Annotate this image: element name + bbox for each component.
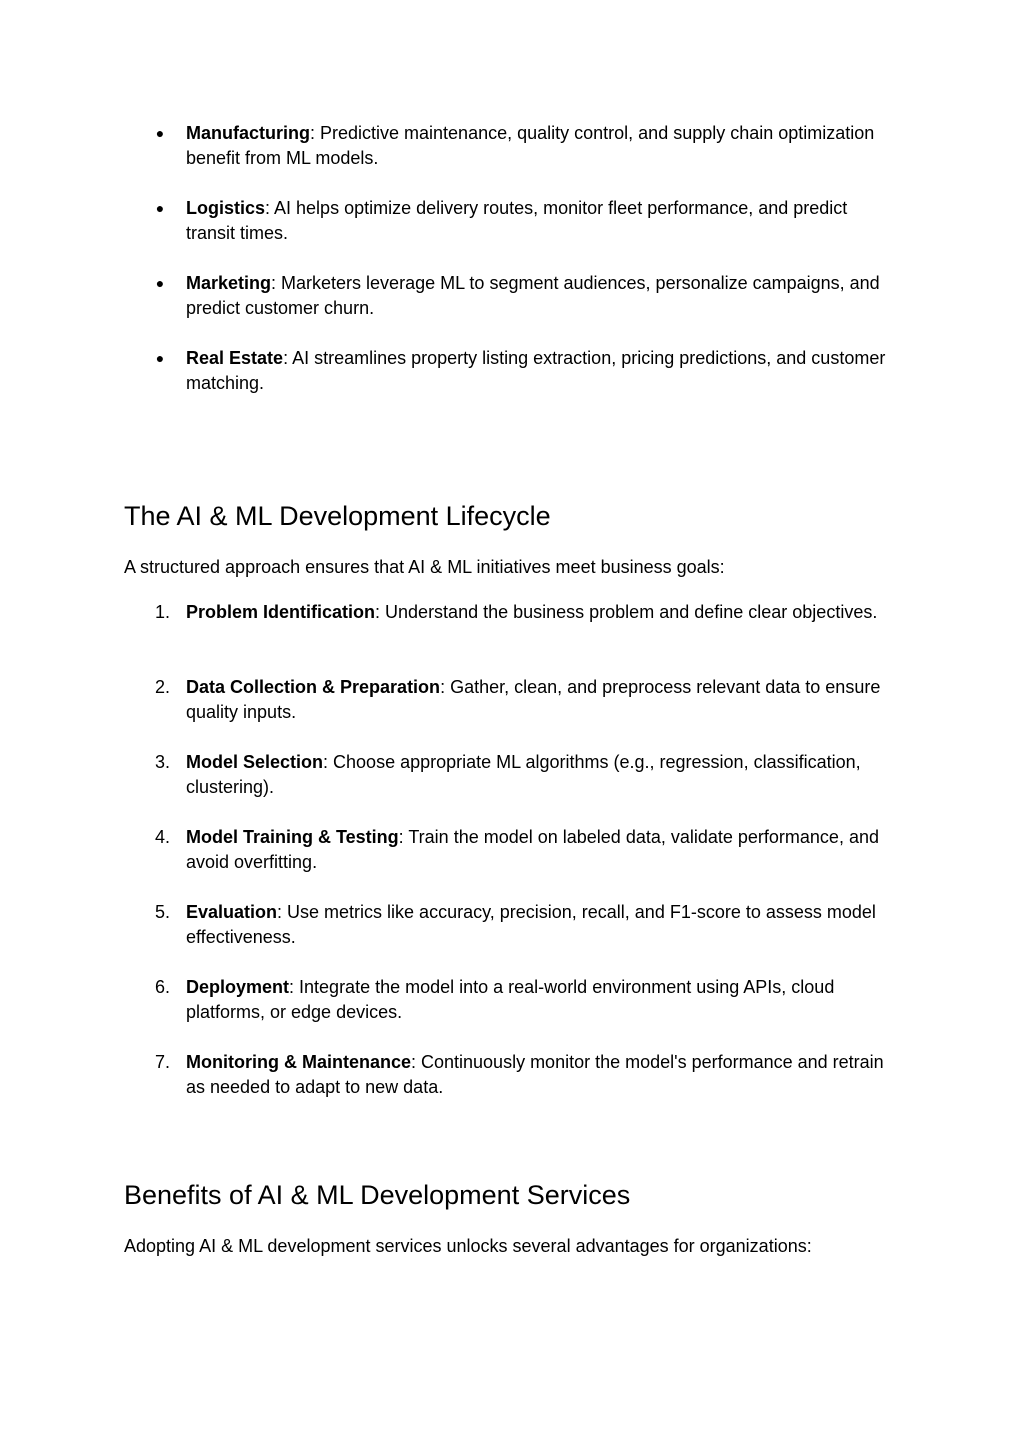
list-item-text [186, 271, 898, 321]
step-number: 6. [154, 977, 170, 997]
step-text [186, 1050, 898, 1100]
step-term: Monitoring & Maintenance [186, 1052, 411, 1072]
list-item-desc: : Marketers leverage ML to segment audiences, personalize campaigns, and predict customer churn. [186, 273, 880, 318]
step-desc: : Continuously monitor the model's performance and retrain as needed to adapt to new data. [186, 1052, 884, 1097]
step-text [186, 975, 898, 1025]
step-desc: : Integrate the model into a real-world environment using APIs, cloud platforms, or edge devices. [186, 977, 835, 1022]
step-desc: : Gather, clean, and preprocess relevant data to ensure quality inputs. [186, 677, 881, 722]
list-item-desc: : Predictive maintenance, quality control, and supply chain optimization benefit from ML models. [186, 123, 875, 168]
step-desc: : Choose appropriate ML algorithms (e.g., regression, classification, clustering). [186, 752, 861, 797]
step-desc: : Train the model on labeled data, validate performance, and avoid overfitting. [186, 827, 879, 872]
step-number: 4. [154, 827, 170, 847]
list-item-desc: : AI helps optimize delivery routes, monitor fleet performance, and predict transit times. [186, 198, 848, 243]
lifecycle-intro: A structured approach ensures that AI & ML initiatives meet business goals: [124, 557, 725, 577]
list-item-term: Marketing [186, 273, 272, 293]
step-term: Deployment [186, 977, 290, 997]
step-term: Problem Identification [186, 602, 376, 622]
bullet-icon: ● [155, 125, 165, 141]
list-item-term: Logistics [186, 198, 266, 218]
step-term: Evaluation [186, 902, 278, 922]
step-number: 1. [154, 602, 170, 622]
step-term: Model Selection [186, 752, 324, 772]
step-text [186, 825, 898, 875]
step-text [186, 900, 898, 950]
step-number: 5. [154, 902, 170, 922]
list-item-term: Real Estate [186, 348, 284, 368]
lifecycle-heading: The AI & ML Development Lifecycle [124, 501, 551, 531]
step-term: Data Collection & Preparation [186, 677, 441, 697]
bullet-icon: ● [155, 275, 165, 291]
step-desc: : Understand the business problem and define clear objectives. [375, 602, 878, 622]
benefits-heading: Benefits of AI & ML Development Services [124, 1180, 631, 1210]
step-number: 7. [154, 1052, 170, 1072]
bullet-icon: ● [155, 350, 165, 366]
benefits-intro: Adopting AI & ML development services unlocks several advantages for organizations: [124, 1236, 812, 1256]
list-item-term: Manufacturing [186, 123, 310, 143]
list-item-text [186, 121, 898, 171]
step-text [186, 600, 898, 625]
list-item-text [186, 346, 898, 396]
step-term: Model Training & Testing [186, 827, 399, 847]
step-number: 2. [154, 677, 170, 697]
list-item-desc: : AI streamlines property listing extraction, pricing predictions, and customer matching. [186, 348, 886, 393]
bullet-icon: ● [155, 200, 165, 216]
step-desc: : Use metrics like accuracy, precision, recall, and F1-score to assess model effectiveness. [186, 902, 876, 947]
list-item-text [186, 196, 898, 246]
step-text [186, 750, 898, 800]
step-number: 3. [154, 752, 170, 772]
step-text [186, 675, 898, 725]
